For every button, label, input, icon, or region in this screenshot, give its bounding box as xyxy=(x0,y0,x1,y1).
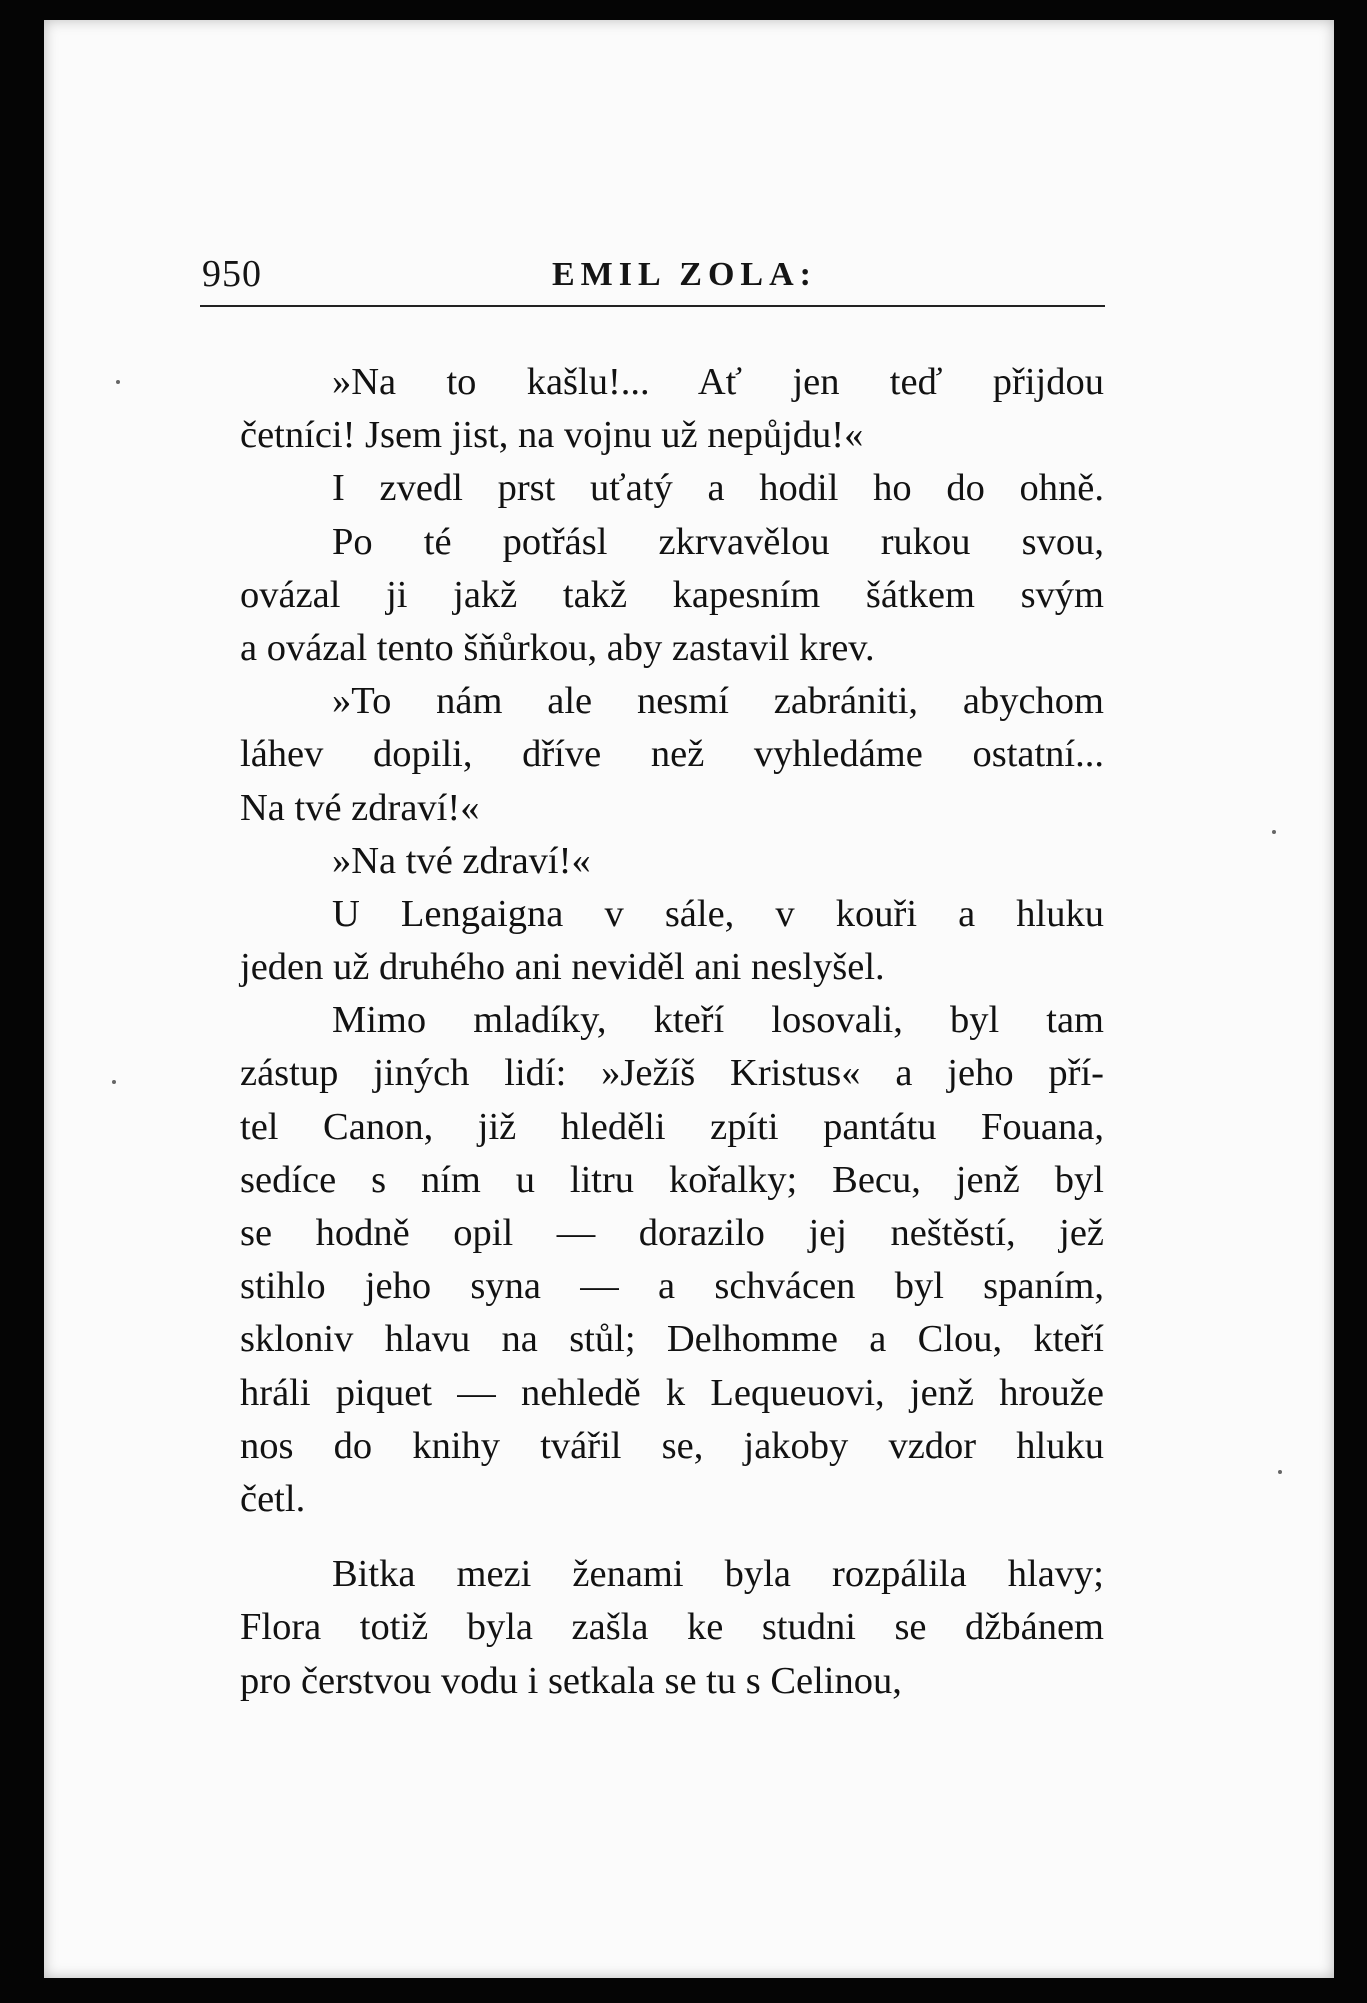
text-line: »Na tvé zdraví!« xyxy=(332,839,591,882)
text-line: tel Canon, již hleděli zpíti pantátu Fouana, xyxy=(240,1105,1104,1148)
page-number: 950 xyxy=(202,253,262,295)
scan-speck xyxy=(1272,830,1276,834)
text-line: láhev dopili, dříve než vyhledáme ostatní... xyxy=(240,733,1104,776)
text-line: Mimo mladíky, kteří losovali, byl tam xyxy=(332,999,1104,1042)
text-line: zástup jiných lidí: »Ježíš Kristus« a jeho pří- xyxy=(240,1052,1104,1095)
text-line: »To nám ale nesmí zabrániti, abychom xyxy=(332,680,1104,723)
text-line: hráli piquet — nehledě k Lequeuovi, jenž hrouže xyxy=(240,1371,1104,1414)
text-line: I zvedl prst uťatý a hodil ho do ohně. xyxy=(332,467,1104,510)
scan-speck xyxy=(112,1080,116,1084)
page-header xyxy=(202,250,1102,310)
scan-speck xyxy=(116,380,120,384)
text-line: Na tvé zdraví!« xyxy=(240,786,480,829)
text-line: U Lengaigna v sále, v kouři a hluku xyxy=(332,892,1104,935)
running-head: EMIL ZOLA: xyxy=(552,256,817,293)
text-line: jeden už druhého ani neviděl ani neslyšel. xyxy=(240,946,885,989)
text-line: »Na to kašlu!... Ať jen teď přijdou xyxy=(332,361,1104,403)
text-line: Bitka mezi ženami byla rozpálila hlavy; xyxy=(332,1553,1104,1596)
body-text xyxy=(240,356,1104,1708)
text-line: skloniv hlavu na stůl; Delhomme a Clou, kteří xyxy=(240,1318,1104,1361)
text-line: se hodně opil — dorazilo jej neštěstí, jež xyxy=(240,1212,1104,1254)
text-line: četl. xyxy=(240,1477,306,1520)
text-line: stihlo jeho syna — a schvácen byl spaním, xyxy=(240,1265,1104,1308)
text-line: ovázal ji jakž takž kapesním šátkem svým xyxy=(240,573,1104,616)
text-line: sedíce s ním u litru kořalky; Becu, jenž byl xyxy=(240,1158,1104,1201)
text-line: Flora totiž byla zašla ke studni se džbánem xyxy=(240,1606,1104,1649)
header-rule xyxy=(200,305,1105,307)
text-line: nos do knihy tvářil se, jakoby vzdor hluku xyxy=(240,1424,1104,1467)
text-line: a ovázal tento šňůrkou, aby zastavil krev. xyxy=(240,626,875,669)
text-line: četníci! Jsem jist, na vojnu už nepůjdu!« xyxy=(240,414,864,457)
text-line: pro čerstvou vodu i setkala se tu s Celinou, xyxy=(240,1659,902,1702)
scan-speck xyxy=(1278,1470,1282,1474)
text-line: Po té potřásl zkrvavělou rukou svou, xyxy=(332,520,1104,563)
